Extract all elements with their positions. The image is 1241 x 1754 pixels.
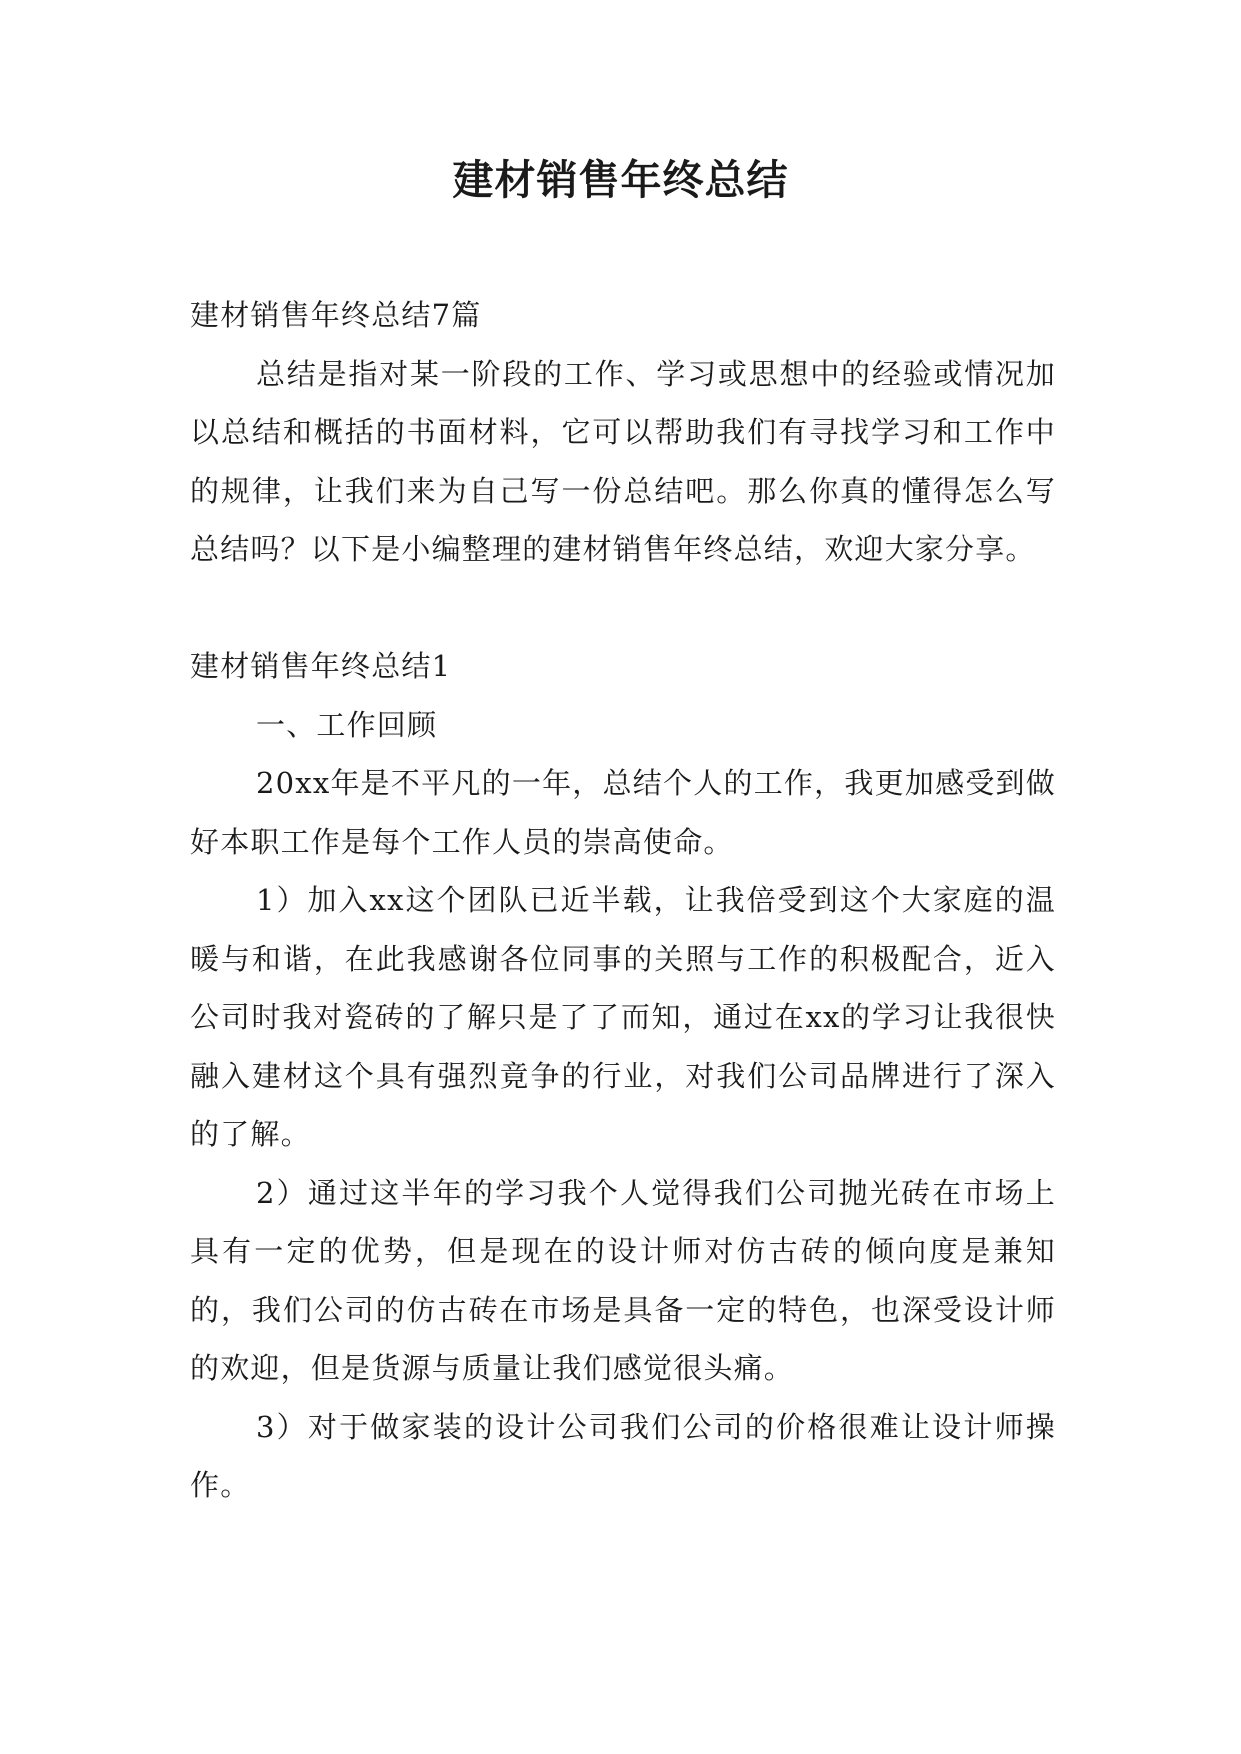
body-paragraph: 2）通过这半年的学习我个人觉得我们公司抛光砖在市场上具有一定的优势，但是现在的设计师对仿古砖的倾向度是兼知的，我们公司的仿古砖在市场是具备一定的特色，也深受设计师的欢迎，但是货源与质量让我们感觉很头痛。 bbox=[190, 1175, 1056, 1385]
body-paragraph: 20xx年是不平凡的一年，总结个人的工作，我更加感受到做好本职工作是每个工作人员的崇高使命。 bbox=[190, 766, 1056, 859]
document-body bbox=[190, 286, 1056, 1515]
document-subtitle: 建材销售年终总结7篇 bbox=[190, 298, 482, 332]
document-title: 建材销售年终总结 bbox=[452, 156, 789, 204]
body-paragraph: 3）对于做家装的设计公司我们公司的价格很难让设计师操作。 bbox=[190, 1409, 1056, 1502]
section-heading: 一、工作回顾 bbox=[256, 707, 438, 742]
section-title: 建材销售年终总结1 bbox=[190, 649, 452, 683]
body-paragraph: 1）加入xx这个团队已近半载，让我倍受到这个大家庭的温暖与和谐，在此我感谢各位同事的关照与工作的积极配合，近入公司时我对瓷砖的了解只是了了而知，通过在xx的学习让我很快融入建材这个具有强烈竟争的行业，对我们公司品牌进行了深入的了解。 bbox=[190, 883, 1056, 1151]
section-gap bbox=[190, 579, 1056, 638]
intro-paragraph: 总结是指对某一阶段的工作、学习或思想中的经验或情况加以总结和概括的书面材料，它可以帮助我们有寻找学习和工作中的规律，让我们来为自己写一份总结吧。那么你真的懂得怎么写总结吗？以下是小编整理的建材销售年终总结，欢迎大家分享。 bbox=[190, 356, 1056, 566]
